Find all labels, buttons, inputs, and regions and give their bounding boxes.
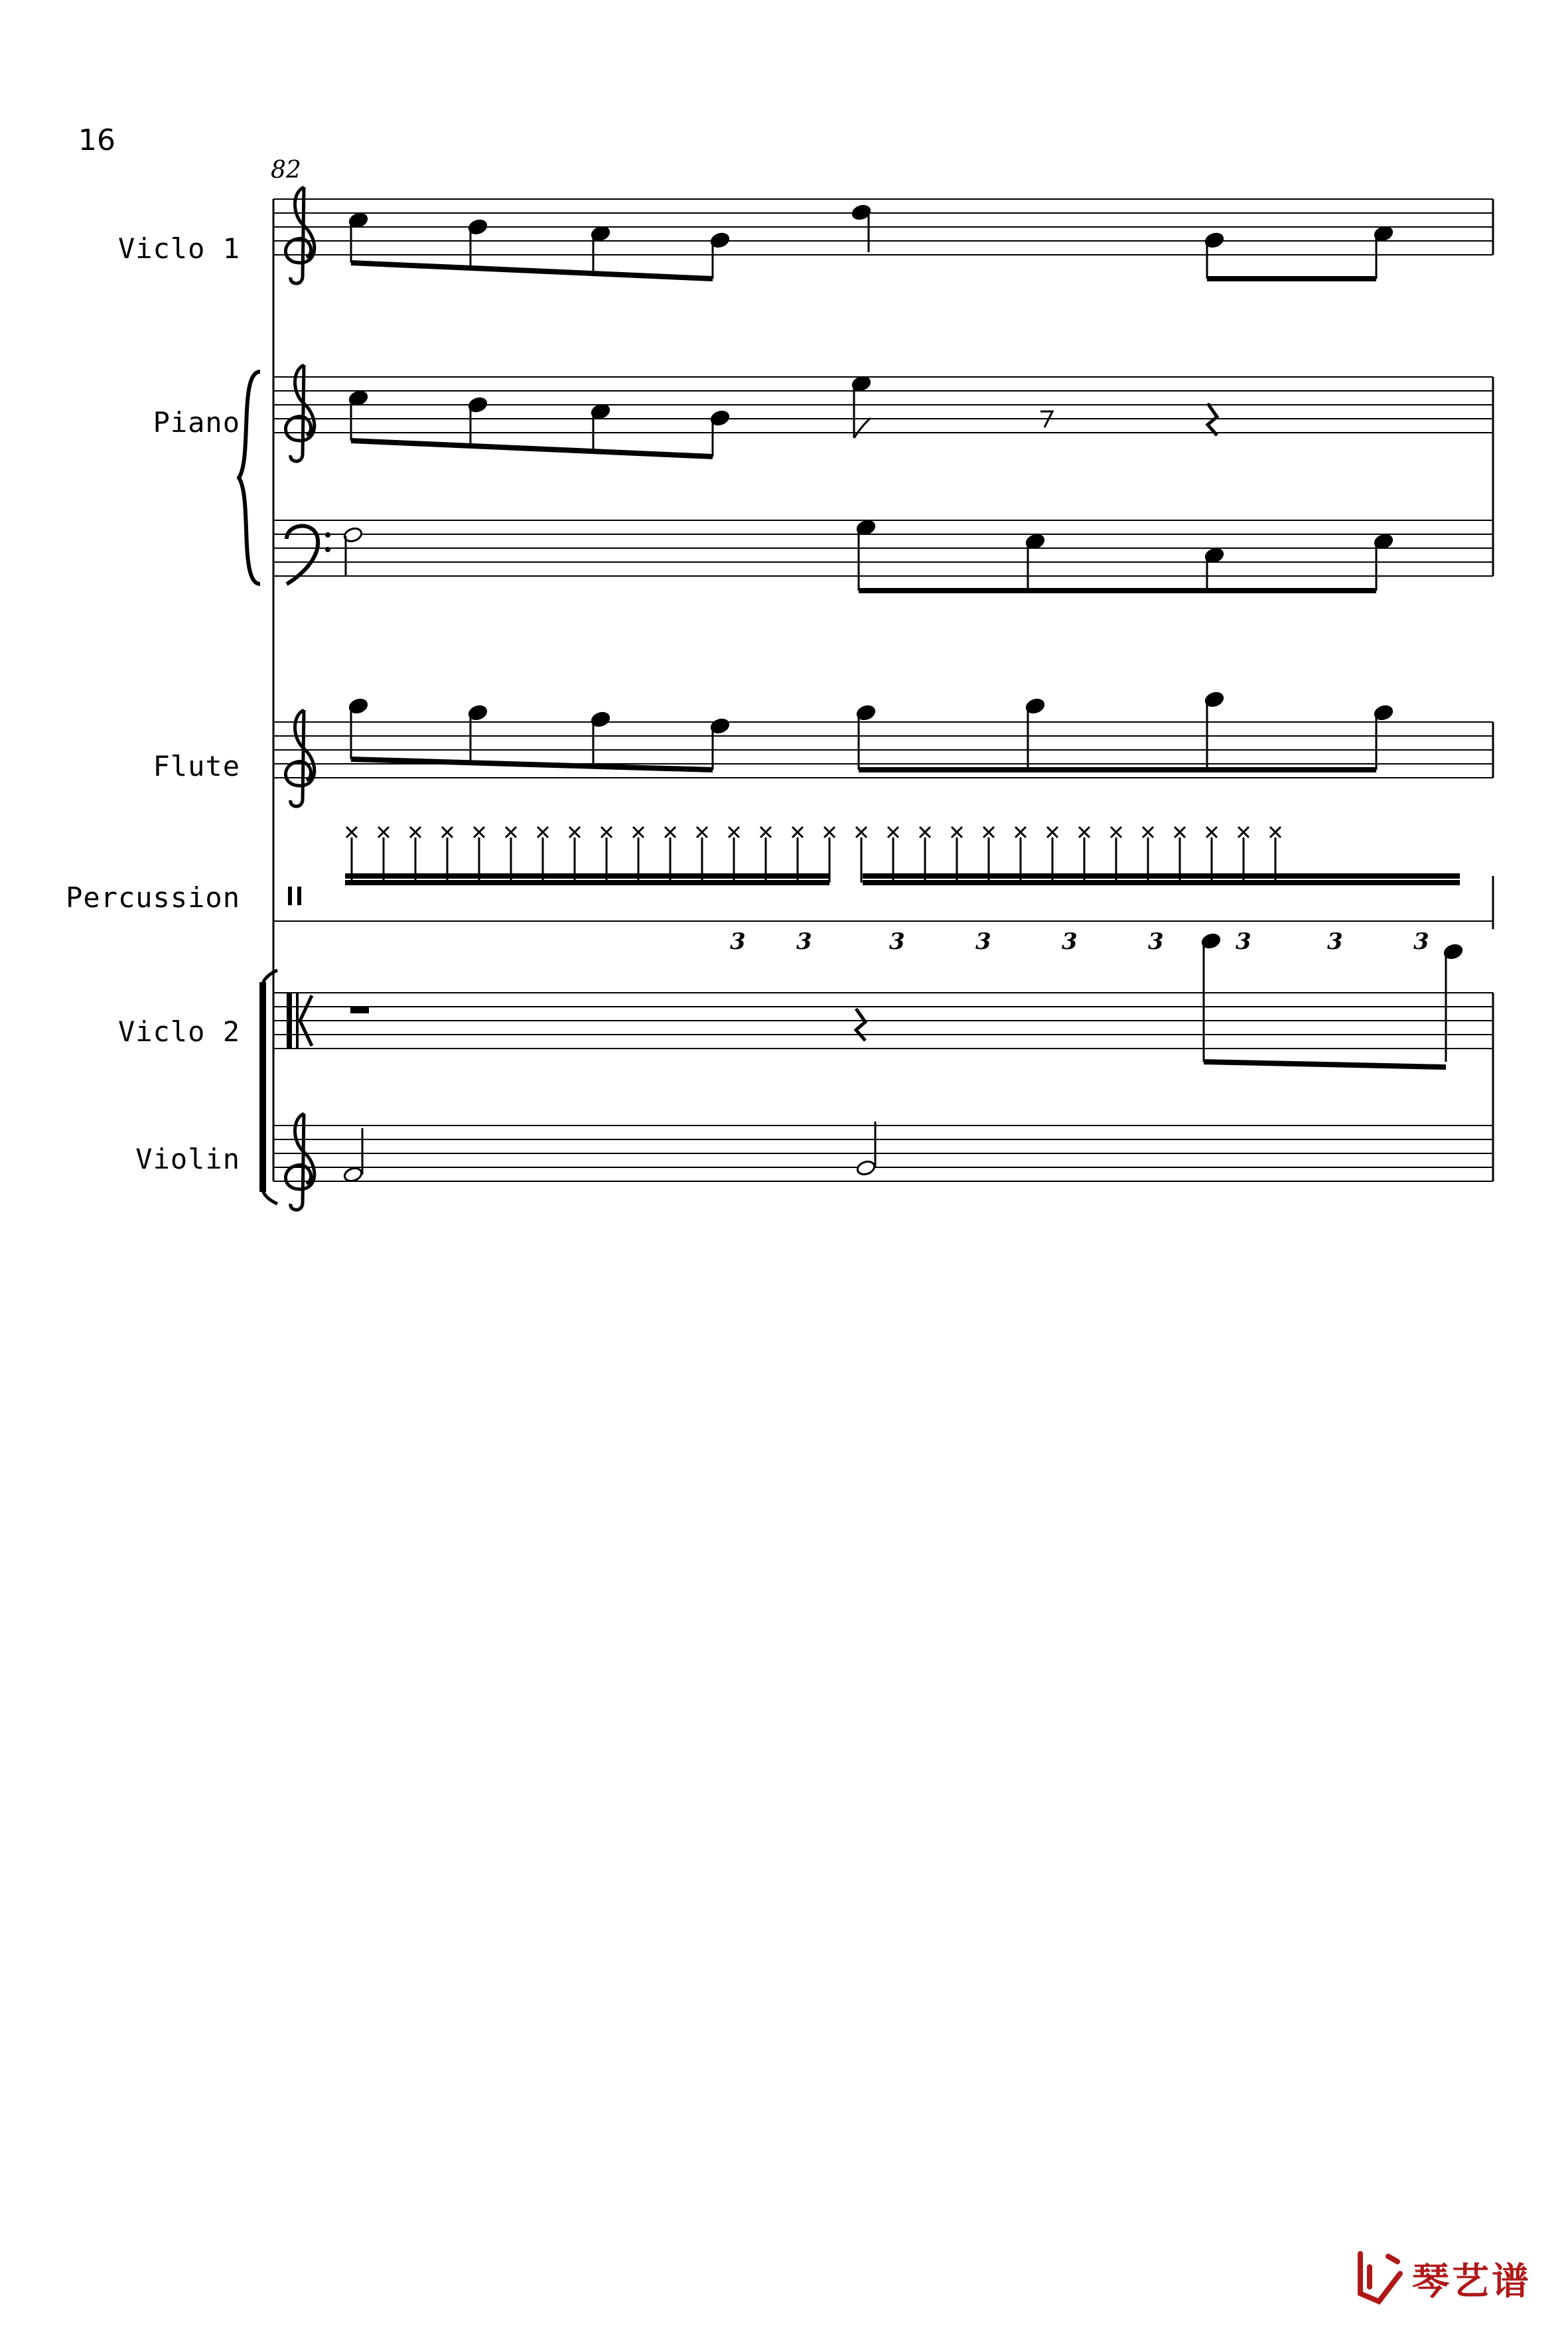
tuplet-number: 3 [1236,928,1251,955]
percussion-note [920,827,930,837]
percussion-note [1143,827,1153,837]
clefs [285,187,330,1210]
instrument-label-viclo-1: Viclo 1 [117,232,240,265]
percussion-note [378,827,389,837]
strings-bracket [263,970,277,983]
percussion-note [410,827,421,837]
percussion-note [442,827,453,837]
percussion-note [1079,827,1090,837]
percussion-note [665,827,676,837]
instrument-label-percussion: Percussion [66,881,240,914]
percussion-note [952,827,962,837]
piano-treble-note [351,441,713,457]
percussion-note [697,827,707,837]
watermark-text: 琴艺谱 [1412,2260,1532,2303]
tuplet-number: 3 [975,928,991,955]
percussion-note [1015,827,1026,837]
percussion-note [1238,827,1249,837]
piano-treble-note [854,418,871,438]
percussion-note [633,827,644,837]
percussion-note [856,827,867,837]
watermark-logo [1354,2247,1553,2311]
tuplet-number: 3 [889,928,905,955]
strings-bracket [263,1191,277,1204]
percussion-note [346,827,357,837]
tuplet-markings [730,928,1429,955]
tuplet-number: 3 [1413,928,1429,955]
percussion-note [983,827,994,837]
percussion-note [888,827,898,837]
notes [343,204,1464,1183]
page-number: 16 [78,123,115,157]
percussion-note [1175,827,1185,837]
music-note-logo-icon [1354,2247,1407,2307]
alto-clef [287,993,292,1049]
treble-clef-viclo-1 [285,187,314,283]
alto-clef [296,993,299,1049]
treble-clef-piano [285,365,314,461]
percussion-note [1047,827,1058,837]
treble-clef-violin [285,1114,314,1210]
treble-clef-flute [285,710,314,806]
percussion-clef [288,887,292,905]
quarter-rest [856,1009,865,1041]
half-rest [350,1007,369,1013]
instrument-label-violin: Violin [135,1143,240,1175]
bass-clef [325,532,330,538]
instrument-label-piano: Piano [153,406,240,439]
tuplet-number: 3 [1062,928,1078,955]
violin-note [856,1159,877,1177]
percussion-note [792,827,803,837]
tuplet-number: 3 [1327,928,1343,955]
percussion-note [537,827,548,837]
percussion-note [1270,827,1281,837]
bass-clef [325,547,330,552]
instrument-label-flute: Flute [153,750,240,782]
percussion-note [760,827,771,837]
measure-number: 82 [271,157,301,184]
tuplet-number: 3 [796,928,812,955]
viclo-2-beam [1204,1062,1446,1067]
percussion-note [506,827,516,837]
percussion-note [1111,827,1121,837]
piano-brace [239,372,260,584]
percussion-note [1206,827,1217,837]
percussion-note [601,827,612,837]
percussion-clef [297,887,301,905]
system-brackets [239,372,277,1204]
staff-lines [273,199,1493,1181]
percussion-note [729,827,739,837]
tuplet-number: 3 [1148,928,1164,955]
percussion-note [474,827,484,837]
tuplet-number: 3 [730,928,746,955]
percussion-note [569,827,580,837]
instrument-label-viclo-2: Viclo 2 [117,1015,240,1048]
viclo-1-note [351,263,713,279]
percussion-note [824,827,835,837]
